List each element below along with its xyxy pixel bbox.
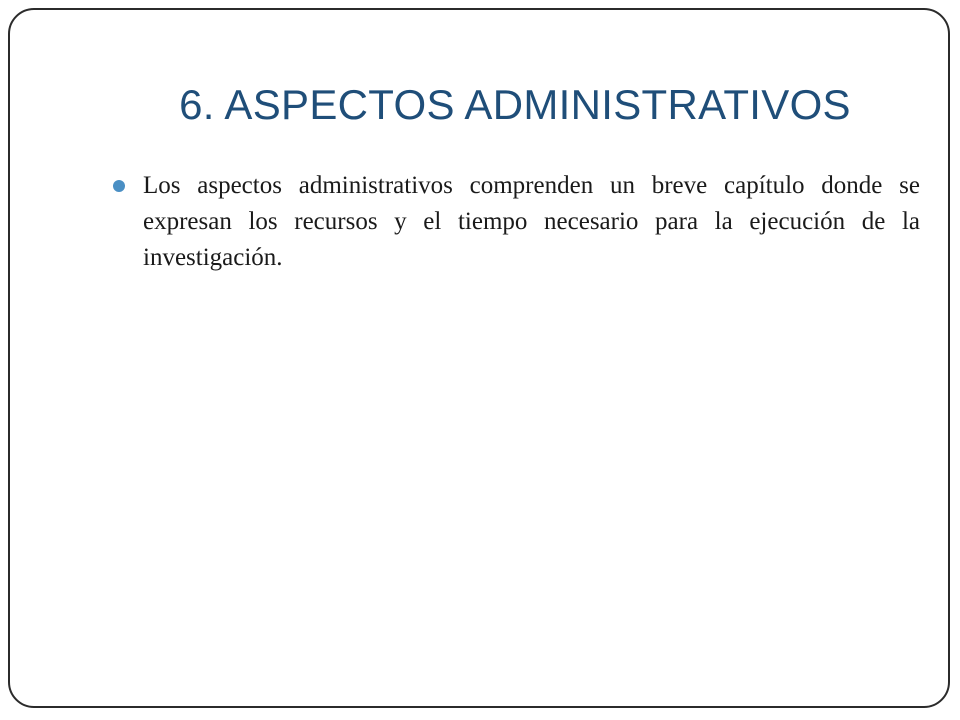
slide-content: [110, 168, 920, 276]
bullet-item: [110, 168, 920, 276]
bullet-dot-icon: [113, 180, 125, 192]
slide-title: 6. ASPECTOS ADMINISTRATIVOS: [179, 81, 851, 128]
slide-frame: [8, 8, 950, 708]
bullet-text: Los aspectos administrativos comprenden un breve capítulo donde se expresan los recursos y el tiempo necesario para la ejecución de la investigación.: [143, 172, 920, 271]
